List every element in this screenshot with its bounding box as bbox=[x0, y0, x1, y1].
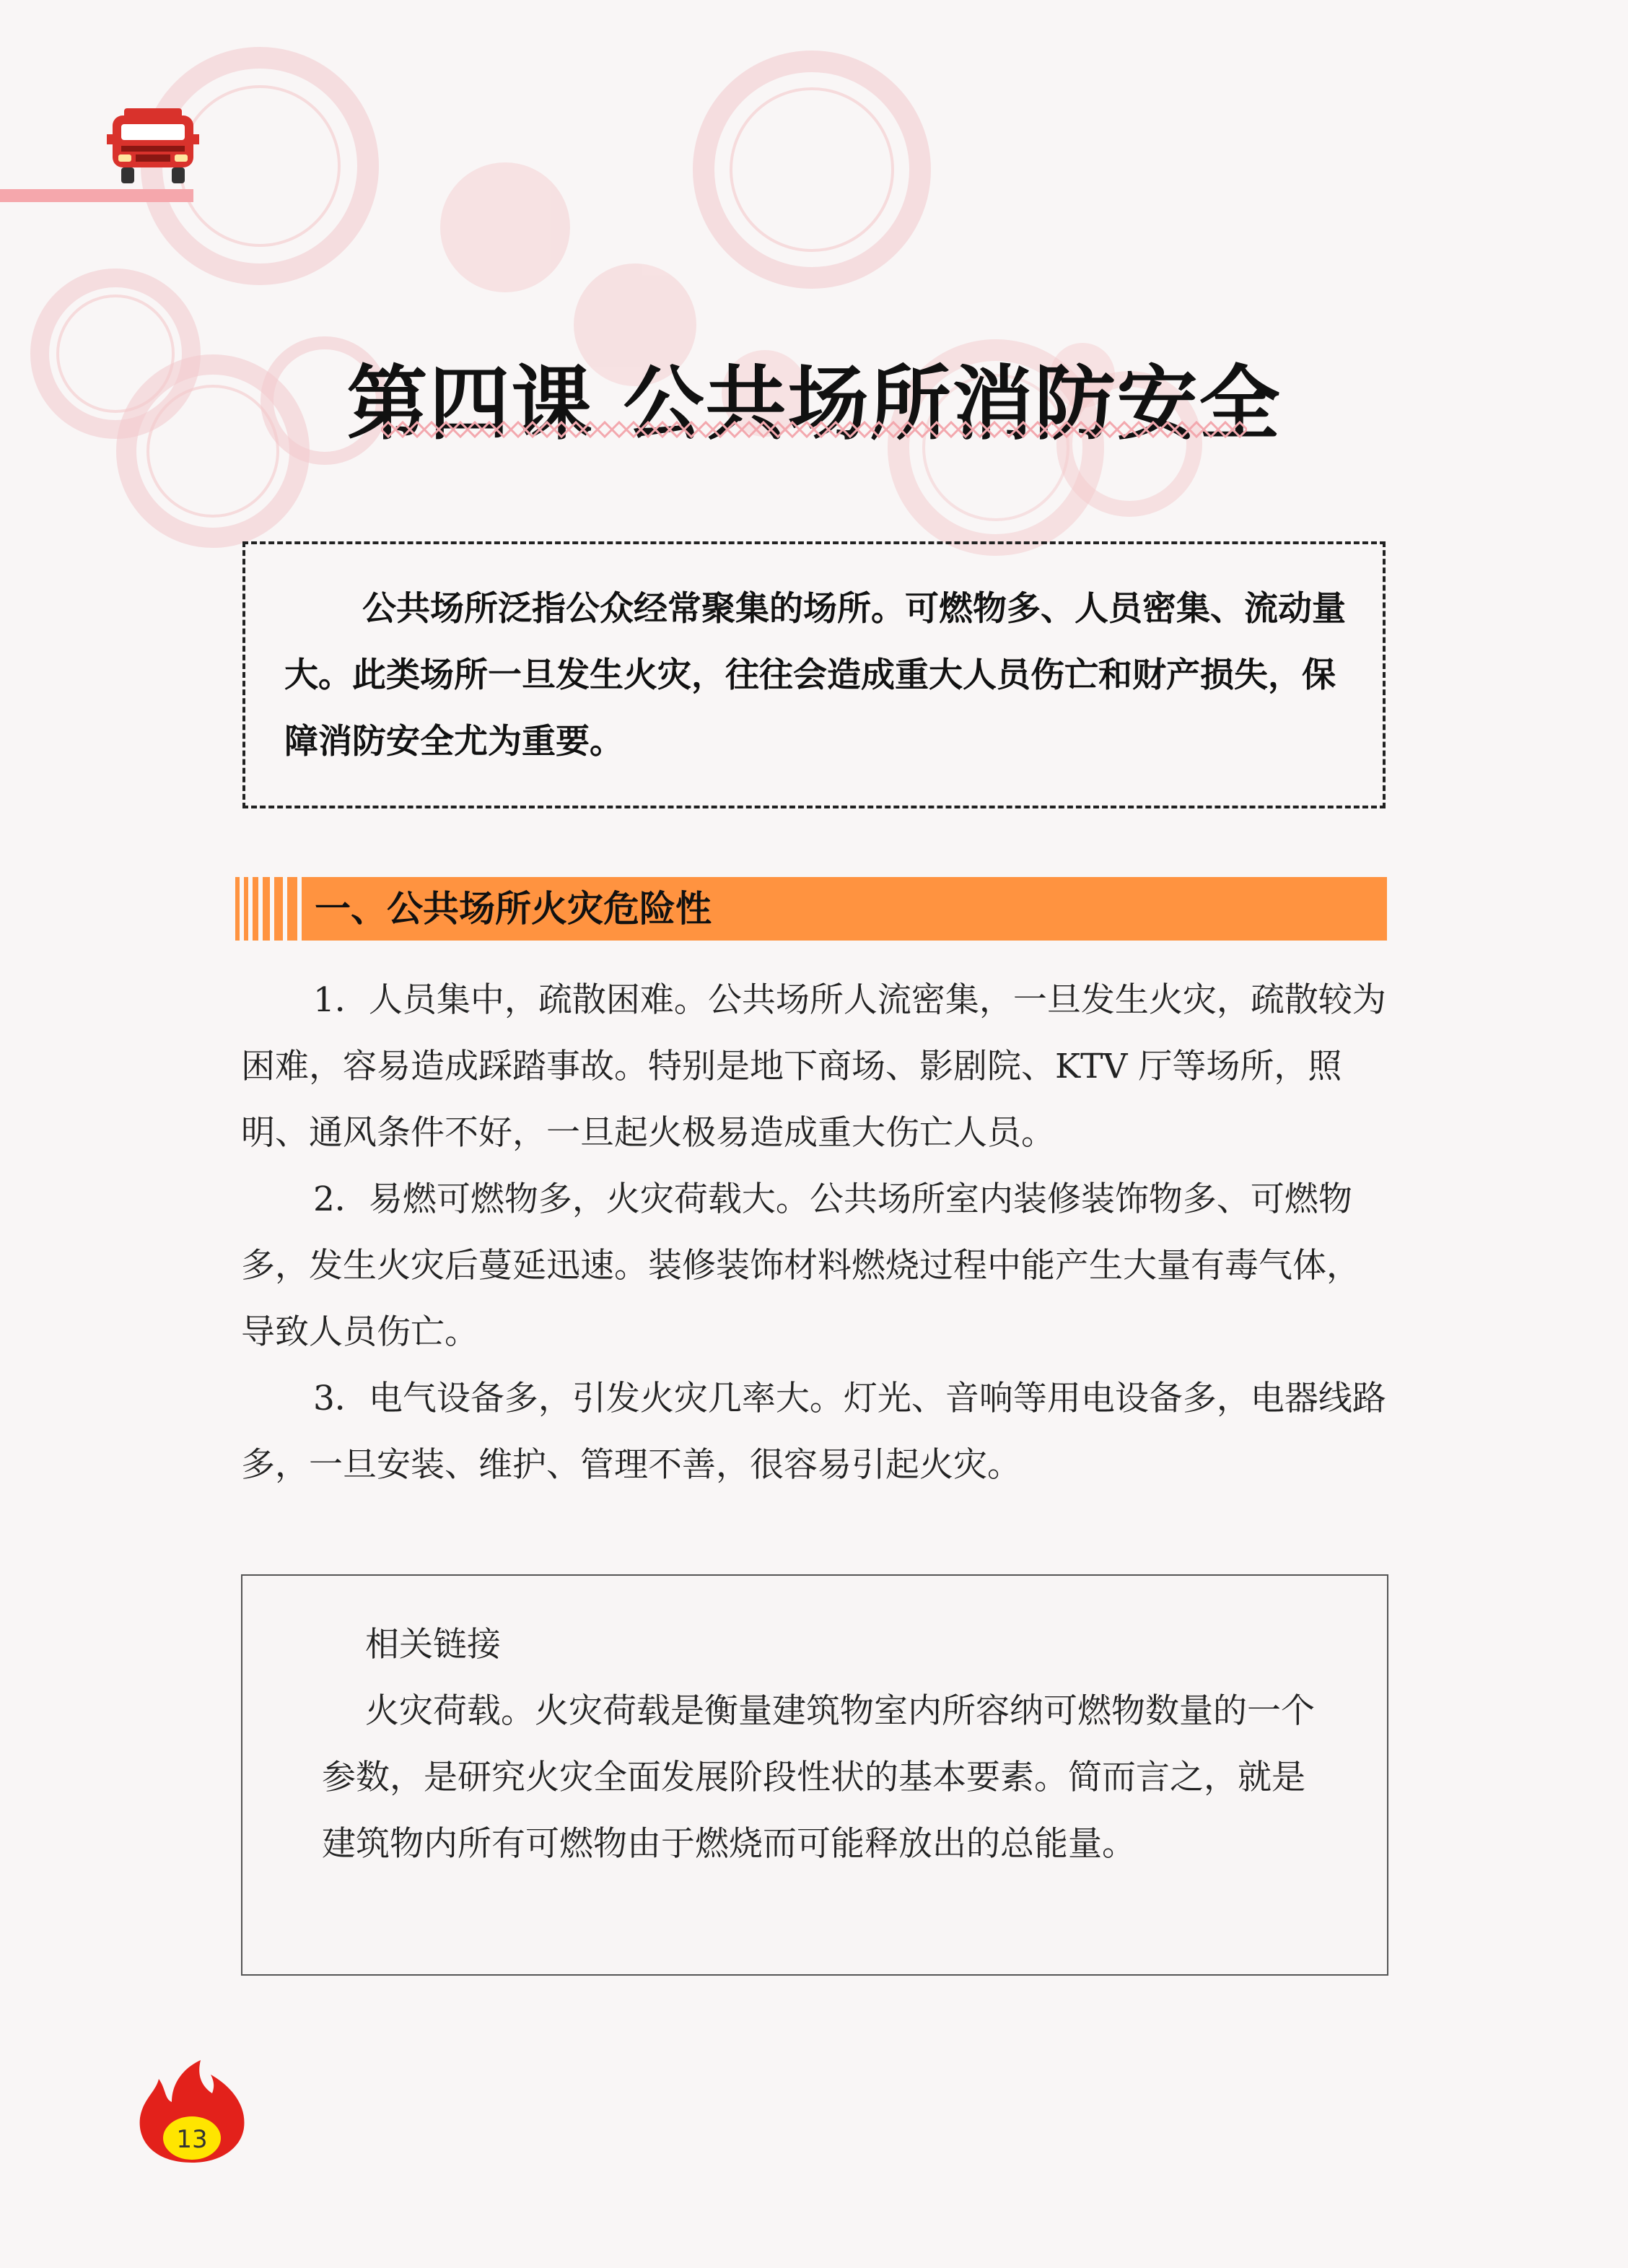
section-stripes-decoration bbox=[235, 877, 300, 941]
title-underline-decoration bbox=[381, 420, 1247, 439]
intro-box bbox=[242, 541, 1386, 808]
paragraph-1: 1．人员集中，疏散困难。公共场所人流密集，一旦发生火灾，疏散较为困难，容易造成踩踏事故。特别是地下商场、影剧院、KTV 厅等场所，照明、通风条件不好，一旦起火极易造成重大伤亡人员。 bbox=[241, 980, 1386, 1153]
intro-text: 公共场所泛指公众经常聚集的场所。可燃物多、人员密集、流动量大。此类场所一旦发生火灾，往往会造成重大人员伤亡和财产损失，保障消防安全尤为重要。 bbox=[284, 589, 1346, 762]
fire-truck-icon bbox=[107, 105, 199, 186]
paragraph-2: 2．易燃可燃物多，火灾荷载大。公共场所室内装修装饰物多、可燃物多，发生火灾后蔓延迅速。装修装饰材料燃烧过程中能产生大量有毒气体，导致人员伤亡。 bbox=[241, 1179, 1360, 1352]
background-decoration bbox=[0, 0, 1628, 592]
section-body bbox=[241, 967, 1388, 1499]
page-title: 第四课 公共场所消防安全 bbox=[346, 357, 1282, 451]
related-link-text: 火灾荷载。火灾荷载是衡量建筑物室内所容纳可燃物数量的一个参数，是研究火灾全面发展阶段性状的基本要素。简而言之，就是建筑物内所有可燃物由于燃烧而可能释放出的总能量。 bbox=[322, 1691, 1315, 1864]
page-number: 13 bbox=[176, 2125, 208, 2154]
related-link-heading: 相关链接 bbox=[365, 1625, 501, 1665]
related-link-box bbox=[241, 1574, 1388, 1976]
section-title: 一、公共场所火灾危险性 bbox=[315, 888, 712, 930]
header-accent-bar bbox=[0, 189, 193, 202]
section-header bbox=[235, 877, 1387, 941]
paragraph-3: 3．电气设备多，引发火灾几率大。灯光、音响等用电设备多，电器线路多，一旦安装、维护、管理不善，很容易引起火灾。 bbox=[241, 1379, 1386, 1485]
